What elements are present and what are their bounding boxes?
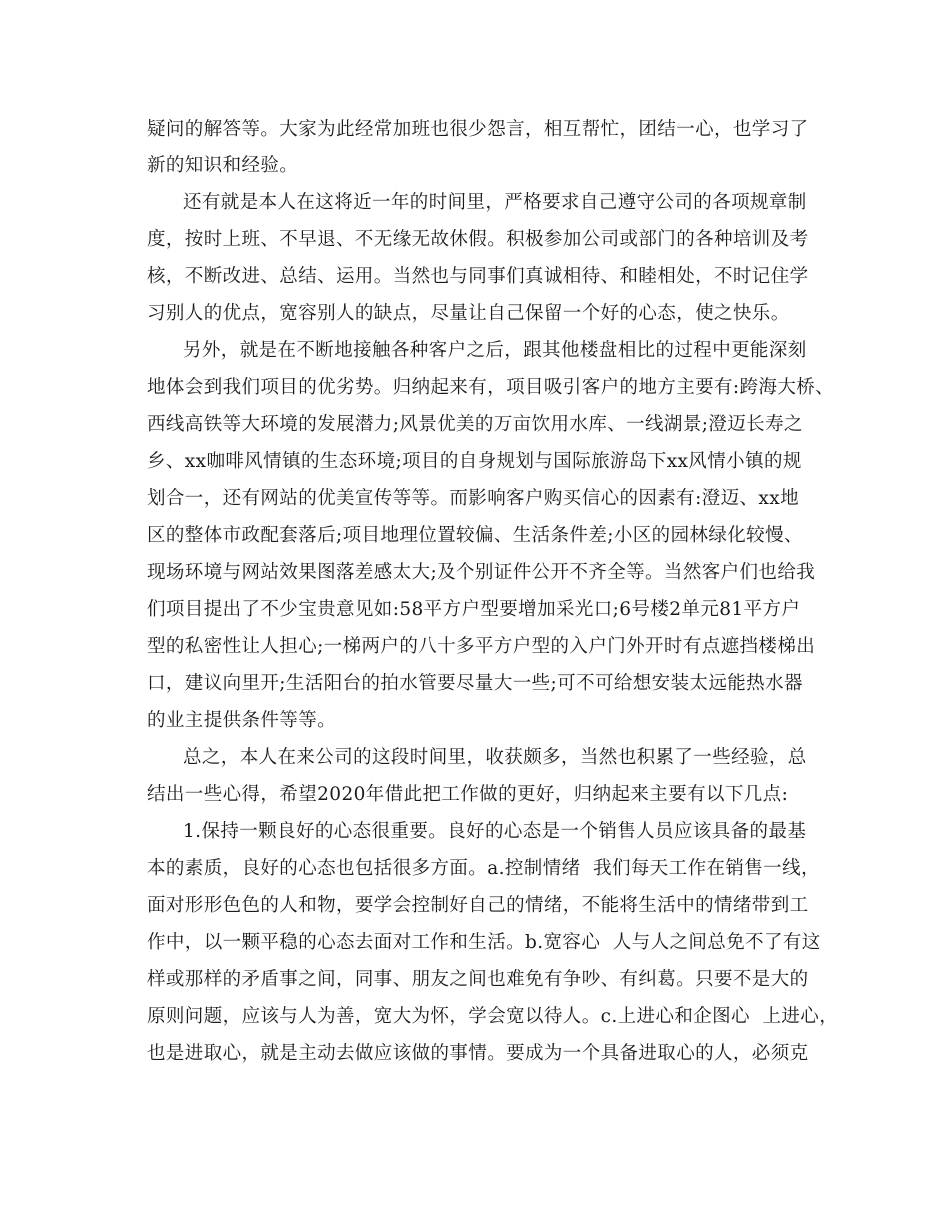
text-line-11: 划合一，还有网站的优美宣传等等。而影响客户购买信心的因素有:澄迈、xx地	[147, 488, 800, 509]
text-line-6: 习别人的优点，宽容别人的缺点，尽量让自己保留一个好的心态，使之快乐。	[147, 303, 790, 324]
text-line-20: 1.保持一颗良好的心态很重要。良好的心态是一个销售人员应该具备的最基	[183, 821, 807, 842]
text-line-14: 们项目提出了不少宝贵意见如:58平方户型要增加采光口;6号楼2单元81平方户	[147, 599, 801, 620]
text-line-12: 区的整体市政配套落后;项目地理位置较偏、生活条件差;小区的园林绿化较慢、	[147, 525, 803, 546]
text-line-13: 现场环境与网站效果图落差感太大;及个别证件公开不齐全等。当然客户们也给我	[147, 562, 816, 583]
text-line-7: 另外，就是在不断地接触各种客户之后，跟其他楼盘相比的过程中更能深刻	[183, 340, 807, 361]
text-line-4: 度，按时上班、不早退、不无缘无故休假。积极参加公司或部门的各种培训及考	[147, 229, 809, 250]
text-line-19: 结出一些心得，希望2020年借此把工作做的更好，归纳起来主要有以下几点:	[147, 784, 789, 805]
text-line-8: 地体会到我们项目的优劣势。归纳起来有，项目吸引客户的地方主要有:跨海大桥、	[147, 377, 835, 398]
text-line-18: 总之，本人在来公司的这段时间里，收获颇多，当然也积累了一些经验，总	[183, 747, 807, 768]
text-line-5: 核，不断改进、总结、运用。当然也与同事们真诚相待、和睦相处，不时记住学	[147, 266, 809, 287]
text-line-25: 原则问题，应该与人为善，宽大为怀，学会宽以待人。c.上进心和企图心 上进心，	[147, 1006, 839, 1027]
text-line-15: 型的私密性让人担心;一梯两户的八十多平方户型的入户门外开时有点遮挡楼梯出	[147, 636, 816, 657]
text-line-26: 也是进取心，就是主动去做应该做的事情。要成为一个具备进取心的人，必须克	[147, 1043, 809, 1064]
text-line-2: 新的知识和经验。	[147, 155, 299, 176]
text-line-21: 本的素质，良好的心态也包括很多方面。a.控制情绪 我们每天工作在销售一线，	[147, 858, 820, 879]
text-line-9: 西线高铁等大环境的发展潜力;风景优美的万亩饮用水库、一线湖景;澄迈长寿之	[147, 414, 803, 435]
text-line-10: 乡、xx咖啡风情镇的生态环境;项目的自身规划与国际旅游岛下xx风情小镇的规	[147, 451, 802, 472]
text-line-22: 面对形形色色的人和物，要学会控制好自己的情绪，不能将生活中的情绪带到工	[147, 895, 809, 916]
text-line-16: 口，建议向里开;生活阳台的拍水管要尽量大一些;可不可给想安装太远能热水器	[147, 673, 803, 694]
text-line-3: 还有就是本人在这将近一年的时间里，严格要求自己遵守公司的各项规章制	[183, 192, 807, 213]
text-line-23: 作中，以一颗平稳的心态去面对工作和生活。b.宽容心 人与人之间总免不了有这	[147, 932, 821, 953]
text-line-1: 疑问的解答等。大家为此经常加班也很少怨言，相互帮忙，团结一心，也学习了	[147, 119, 809, 140]
text-line-17: 的业主提供条件等等。	[147, 710, 337, 731]
text-line-24: 样或那样的矛盾事之间，同事、朋友之间也难免有争吵、有纠葛。只要不是大的	[147, 969, 809, 990]
